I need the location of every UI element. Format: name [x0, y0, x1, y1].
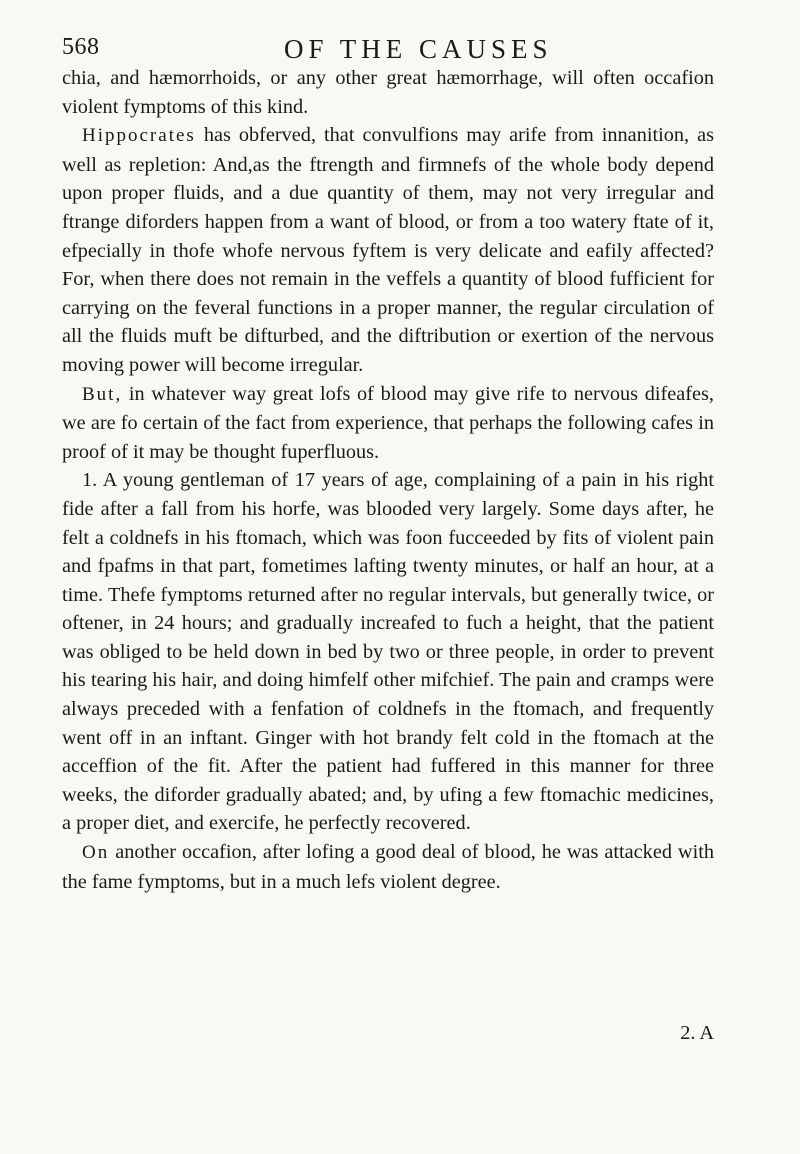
paragraph-hippocrates [62, 121, 714, 379]
catchword: 2. A [680, 1022, 714, 1044]
page-number: 568 [62, 34, 100, 60]
catchword-row [62, 1022, 714, 1052]
paragraph-text: has obferved, that convulfions may arife from innanition, as well as repletion: And,as the ftrength and firmnefs of the whole body depend upon proper fluids, and a due quantity of them, may not very irregular and ftrange diforders happen from a want of blood, or from a too watery ftate of it, efpecially in thofe whofe nervous fyftem is very delicate and eafily affected? For, when there does not remain in the veffels a quantity of blood fufficient for carrying on the feveral functions in a proper manner, the regular circulation of all the fluids muft be difturbed, and the diftribution or exertion of the nervous moving power will become irregular. [62, 124, 714, 376]
paragraph-lead-word: On [82, 842, 110, 864]
paragraph-lead-word: But, [82, 383, 123, 405]
running-title: OF THE CAUSES [284, 34, 553, 64]
body-text [62, 64, 714, 896]
paragraph-lead-word: Hippocrates [82, 125, 196, 147]
running-head [62, 34, 720, 64]
paragraph-but [62, 380, 714, 467]
paragraph-another-occasion [62, 838, 714, 896]
paragraph-text: in whatever way great lofs of blood may give rife to nervous difeafes, we are fo certain of the fact from experience, that perhaps the following cafes in proof of it may be thought fuperfluous. [62, 382, 714, 463]
paragraph-case-one: 1. A young gentleman of 17 years of age, complaining of a pain in his right fide after a fall from his horfe, was blooded very largely. Some days after, he felt a coldnefs in his ftomach, which was foon fucceeded by fits of violent pain and fpafms in that part, fometimes lafting twenty minutes, or half an hour, at a time. Thefe fymptoms returned after no regular intervals, but generally twice, or oftener, in 24 hours; and gradually increafed to fuch a height, that the patient was obliged to be held down in bed by two or three people, in order to prevent his tearing his hair, and doing himfelf other mifchief. The pain and cramps were always preceded with a fenfation of coldnefs in the ftomach, and frequently went off in an inftant. Ginger with hot brandy felt cold in the ftomach at the acceffion of the fit. After the patient had fuffered in this manner for three weeks, the diforder gradually abated; and, by ufing a few ftomachic medicines, a proper diet, and exercife, he perfectly recovered. [62, 469, 714, 835]
paragraph-continuation: chia, and hæmorrhoids, or any other great hæmorrhage, will often occafion violent fymptoms of this kind. [62, 67, 714, 118]
paragraph-text: another occafion, after lofing a good deal of blood, he was attacked with the fame fymptoms, but in a much lefs violent degree. [62, 841, 714, 893]
